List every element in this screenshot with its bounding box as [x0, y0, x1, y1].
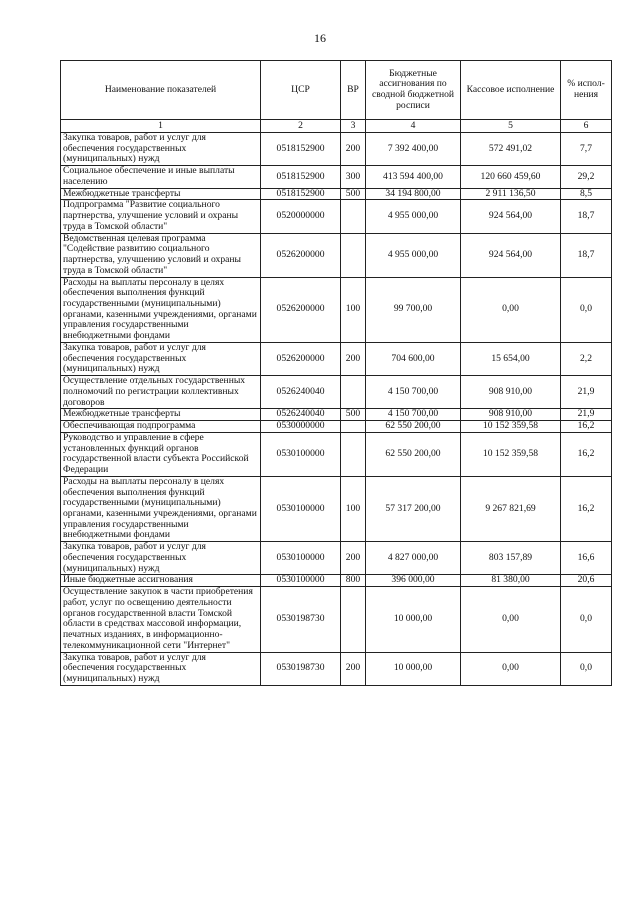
row-cash-cell: 10 152 359,58: [461, 421, 561, 433]
row-allocations-cell: 704 600,00: [366, 342, 461, 375]
column-number: 1: [61, 120, 261, 133]
row-csr-cell: 0526200000: [261, 277, 341, 342]
table-row: [61, 421, 612, 433]
row-cash-cell: 908 910,00: [461, 409, 561, 421]
row-vr-cell: 200: [341, 133, 366, 166]
row-cash-cell: 924 564,00: [461, 233, 561, 277]
row-name-cell: Осуществление отдельных государственных полномочий по регистрации коллективных договоров: [61, 376, 261, 409]
row-cash-cell: 0,00: [461, 587, 561, 652]
row-csr-cell: 0526200000: [261, 342, 341, 375]
row-allocations-cell: 4 955 000,00: [366, 233, 461, 277]
header-row: [61, 61, 612, 120]
row-vr-cell: [341, 421, 366, 433]
row-allocations-cell: 62 550 200,00: [366, 421, 461, 433]
row-percent-cell: 7,7: [561, 133, 612, 166]
row-csr-cell: 0526240040: [261, 409, 341, 421]
row-percent-cell: 18,7: [561, 233, 612, 277]
row-allocations-cell: 4 150 700,00: [366, 409, 461, 421]
row-allocations-cell: 413 594 400,00: [366, 166, 461, 188]
row-percent-cell: 16,2: [561, 421, 612, 433]
row-name-cell: Расходы на выплаты персоналу в целях обеспечения выполнения функций государственными (муниципальными) органами, казенными учреждениями, органами управления государственными внебюджетными фондами: [61, 277, 261, 342]
row-allocations-cell: 4 827 000,00: [366, 542, 461, 575]
header-vr: ВР: [341, 61, 366, 120]
column-number: 6: [561, 120, 612, 133]
row-vr-cell: 500: [341, 409, 366, 421]
row-name-cell: Ведомственная целевая программа "Содействие развитию социального партнерства, улучшению условий и охраны труда в Томской области": [61, 233, 261, 277]
row-allocations-cell: 99 700,00: [366, 277, 461, 342]
column-number: 5: [461, 120, 561, 133]
row-cash-cell: 924 564,00: [461, 200, 561, 233]
row-allocations-cell: 4 150 700,00: [366, 376, 461, 409]
table-row: [61, 342, 612, 375]
row-cash-cell: 0,00: [461, 277, 561, 342]
row-name-cell: Межбюджетные трансферты: [61, 188, 261, 200]
row-percent-cell: 8,5: [561, 188, 612, 200]
table-row: [61, 188, 612, 200]
column-number: 4: [366, 120, 461, 133]
row-allocations-cell: 10 000,00: [366, 587, 461, 652]
row-percent-cell: 21,9: [561, 409, 612, 421]
row-percent-cell: 0,0: [561, 652, 612, 685]
row-vr-cell: 200: [341, 542, 366, 575]
row-vr-cell: [341, 233, 366, 277]
table-row: [61, 166, 612, 188]
row-percent-cell: 16,6: [561, 542, 612, 575]
row-name-cell: Социальное обеспечение и иные выплаты населению: [61, 166, 261, 188]
row-name-cell: Закупка товаров, работ и услуг для обеспечения государственных (муниципальных) нужд: [61, 342, 261, 375]
row-name-cell: Закупка товаров, работ и услуг для обеспечения государственных (муниципальных) нужд: [61, 133, 261, 166]
row-vr-cell: 800: [341, 575, 366, 587]
row-csr-cell: 0530100000: [261, 476, 341, 541]
row-percent-cell: 21,9: [561, 376, 612, 409]
row-vr-cell: 100: [341, 277, 366, 342]
row-name-cell: Межбюджетные трансферты: [61, 409, 261, 421]
row-cash-cell: 10 152 359,58: [461, 432, 561, 476]
header-allocations: Бюджетные ассигнования по сводной бюджетной росписи: [366, 61, 461, 120]
header-percent: % испол-нения: [561, 61, 612, 120]
table-row: [61, 587, 612, 652]
table-row: [61, 277, 612, 342]
row-name-cell: Руководство и управление в сфере установленных функций органов государственной власти субъекта Российской Федерации: [61, 432, 261, 476]
row-csr-cell: 0530100000: [261, 432, 341, 476]
table-row: [61, 432, 612, 476]
row-percent-cell: 2,2: [561, 342, 612, 375]
row-csr-cell: 0530198730: [261, 652, 341, 685]
row-csr-cell: 0530000000: [261, 421, 341, 433]
row-vr-cell: 500: [341, 188, 366, 200]
row-name-cell: Расходы на выплаты персоналу в целях обеспечения выполнения функций государственными (муниципальными) органами, казенными учреждениями, органами управления государственными внебюджетными фондами: [61, 476, 261, 541]
column-number: 3: [341, 120, 366, 133]
page-number: 16: [314, 31, 326, 45]
row-percent-cell: 29,2: [561, 166, 612, 188]
row-vr-cell: 100: [341, 476, 366, 541]
row-cash-cell: 81 380,00: [461, 575, 561, 587]
row-name-cell: Подпрограмма "Развитие социального партнерства, улучшение условий и охраны труда в Томской области": [61, 200, 261, 233]
table-row: [61, 133, 612, 166]
row-cash-cell: 9 267 821,69: [461, 476, 561, 541]
row-vr-cell: 200: [341, 652, 366, 685]
row-allocations-cell: 396 000,00: [366, 575, 461, 587]
row-allocations-cell: 57 317 200,00: [366, 476, 461, 541]
row-percent-cell: 18,7: [561, 200, 612, 233]
header-name: Наименование показателей: [61, 61, 261, 120]
row-csr-cell: 0530198730: [261, 587, 341, 652]
row-percent-cell: 16,2: [561, 432, 612, 476]
header-cash: Кассовое исполнение: [461, 61, 561, 120]
row-cash-cell: 0,00: [461, 652, 561, 685]
row-allocations-cell: 7 392 400,00: [366, 133, 461, 166]
table-row: [61, 575, 612, 587]
row-cash-cell: 15 654,00: [461, 342, 561, 375]
table-row: [61, 233, 612, 277]
row-csr-cell: 0530100000: [261, 575, 341, 587]
row-name-cell: Закупка товаров, работ и услуг для обеспечения государственных (муниципальных) нужд: [61, 542, 261, 575]
row-allocations-cell: 62 550 200,00: [366, 432, 461, 476]
table-row: [61, 652, 612, 685]
row-vr-cell: [341, 432, 366, 476]
table-body: [61, 133, 612, 686]
row-name-cell: Иные бюджетные ассигнования: [61, 575, 261, 587]
column-number: 2: [261, 120, 341, 133]
row-percent-cell: 20,6: [561, 575, 612, 587]
budget-execution-table: [60, 60, 612, 686]
table-row: [61, 409, 612, 421]
row-name-cell: Обеспечивающая подпрограмма: [61, 421, 261, 433]
header-csr: ЦСР: [261, 61, 341, 120]
table-row: [61, 542, 612, 575]
row-csr-cell: 0526200000: [261, 233, 341, 277]
row-csr-cell: 0518152900: [261, 188, 341, 200]
row-percent-cell: 16,2: [561, 476, 612, 541]
row-percent-cell: 0,0: [561, 277, 612, 342]
row-percent-cell: 0,0: [561, 587, 612, 652]
row-vr-cell: 200: [341, 342, 366, 375]
row-vr-cell: 300: [341, 166, 366, 188]
row-cash-cell: 120 660 459,60: [461, 166, 561, 188]
row-cash-cell: 2 911 136,50: [461, 188, 561, 200]
row-csr-cell: 0520000000: [261, 200, 341, 233]
row-vr-cell: [341, 587, 366, 652]
row-csr-cell: 0526240040: [261, 376, 341, 409]
table-row: [61, 376, 612, 409]
row-cash-cell: 803 157,89: [461, 542, 561, 575]
column-number-row: [61, 120, 612, 133]
row-allocations-cell: 4 955 000,00: [366, 200, 461, 233]
row-allocations-cell: 34 194 800,00: [366, 188, 461, 200]
row-name-cell: Осуществление закупок в части приобретения работ, услуг по освещению деятельности органов государственной власти Томской области в средствах массовой информации, печатных изданиях, в информационно-телекоммуникационной сети "Интернет": [61, 587, 261, 652]
table-row: [61, 476, 612, 541]
row-vr-cell: [341, 376, 366, 409]
row-cash-cell: 908 910,00: [461, 376, 561, 409]
row-vr-cell: [341, 200, 366, 233]
row-allocations-cell: 10 000,00: [366, 652, 461, 685]
table-row: [61, 200, 612, 233]
row-csr-cell: 0530100000: [261, 542, 341, 575]
row-csr-cell: 0518152900: [261, 133, 341, 166]
row-cash-cell: 572 491,02: [461, 133, 561, 166]
row-csr-cell: 0518152900: [261, 166, 341, 188]
row-name-cell: Закупка товаров, работ и услуг для обеспечения государственных (муниципальных) нужд: [61, 652, 261, 685]
